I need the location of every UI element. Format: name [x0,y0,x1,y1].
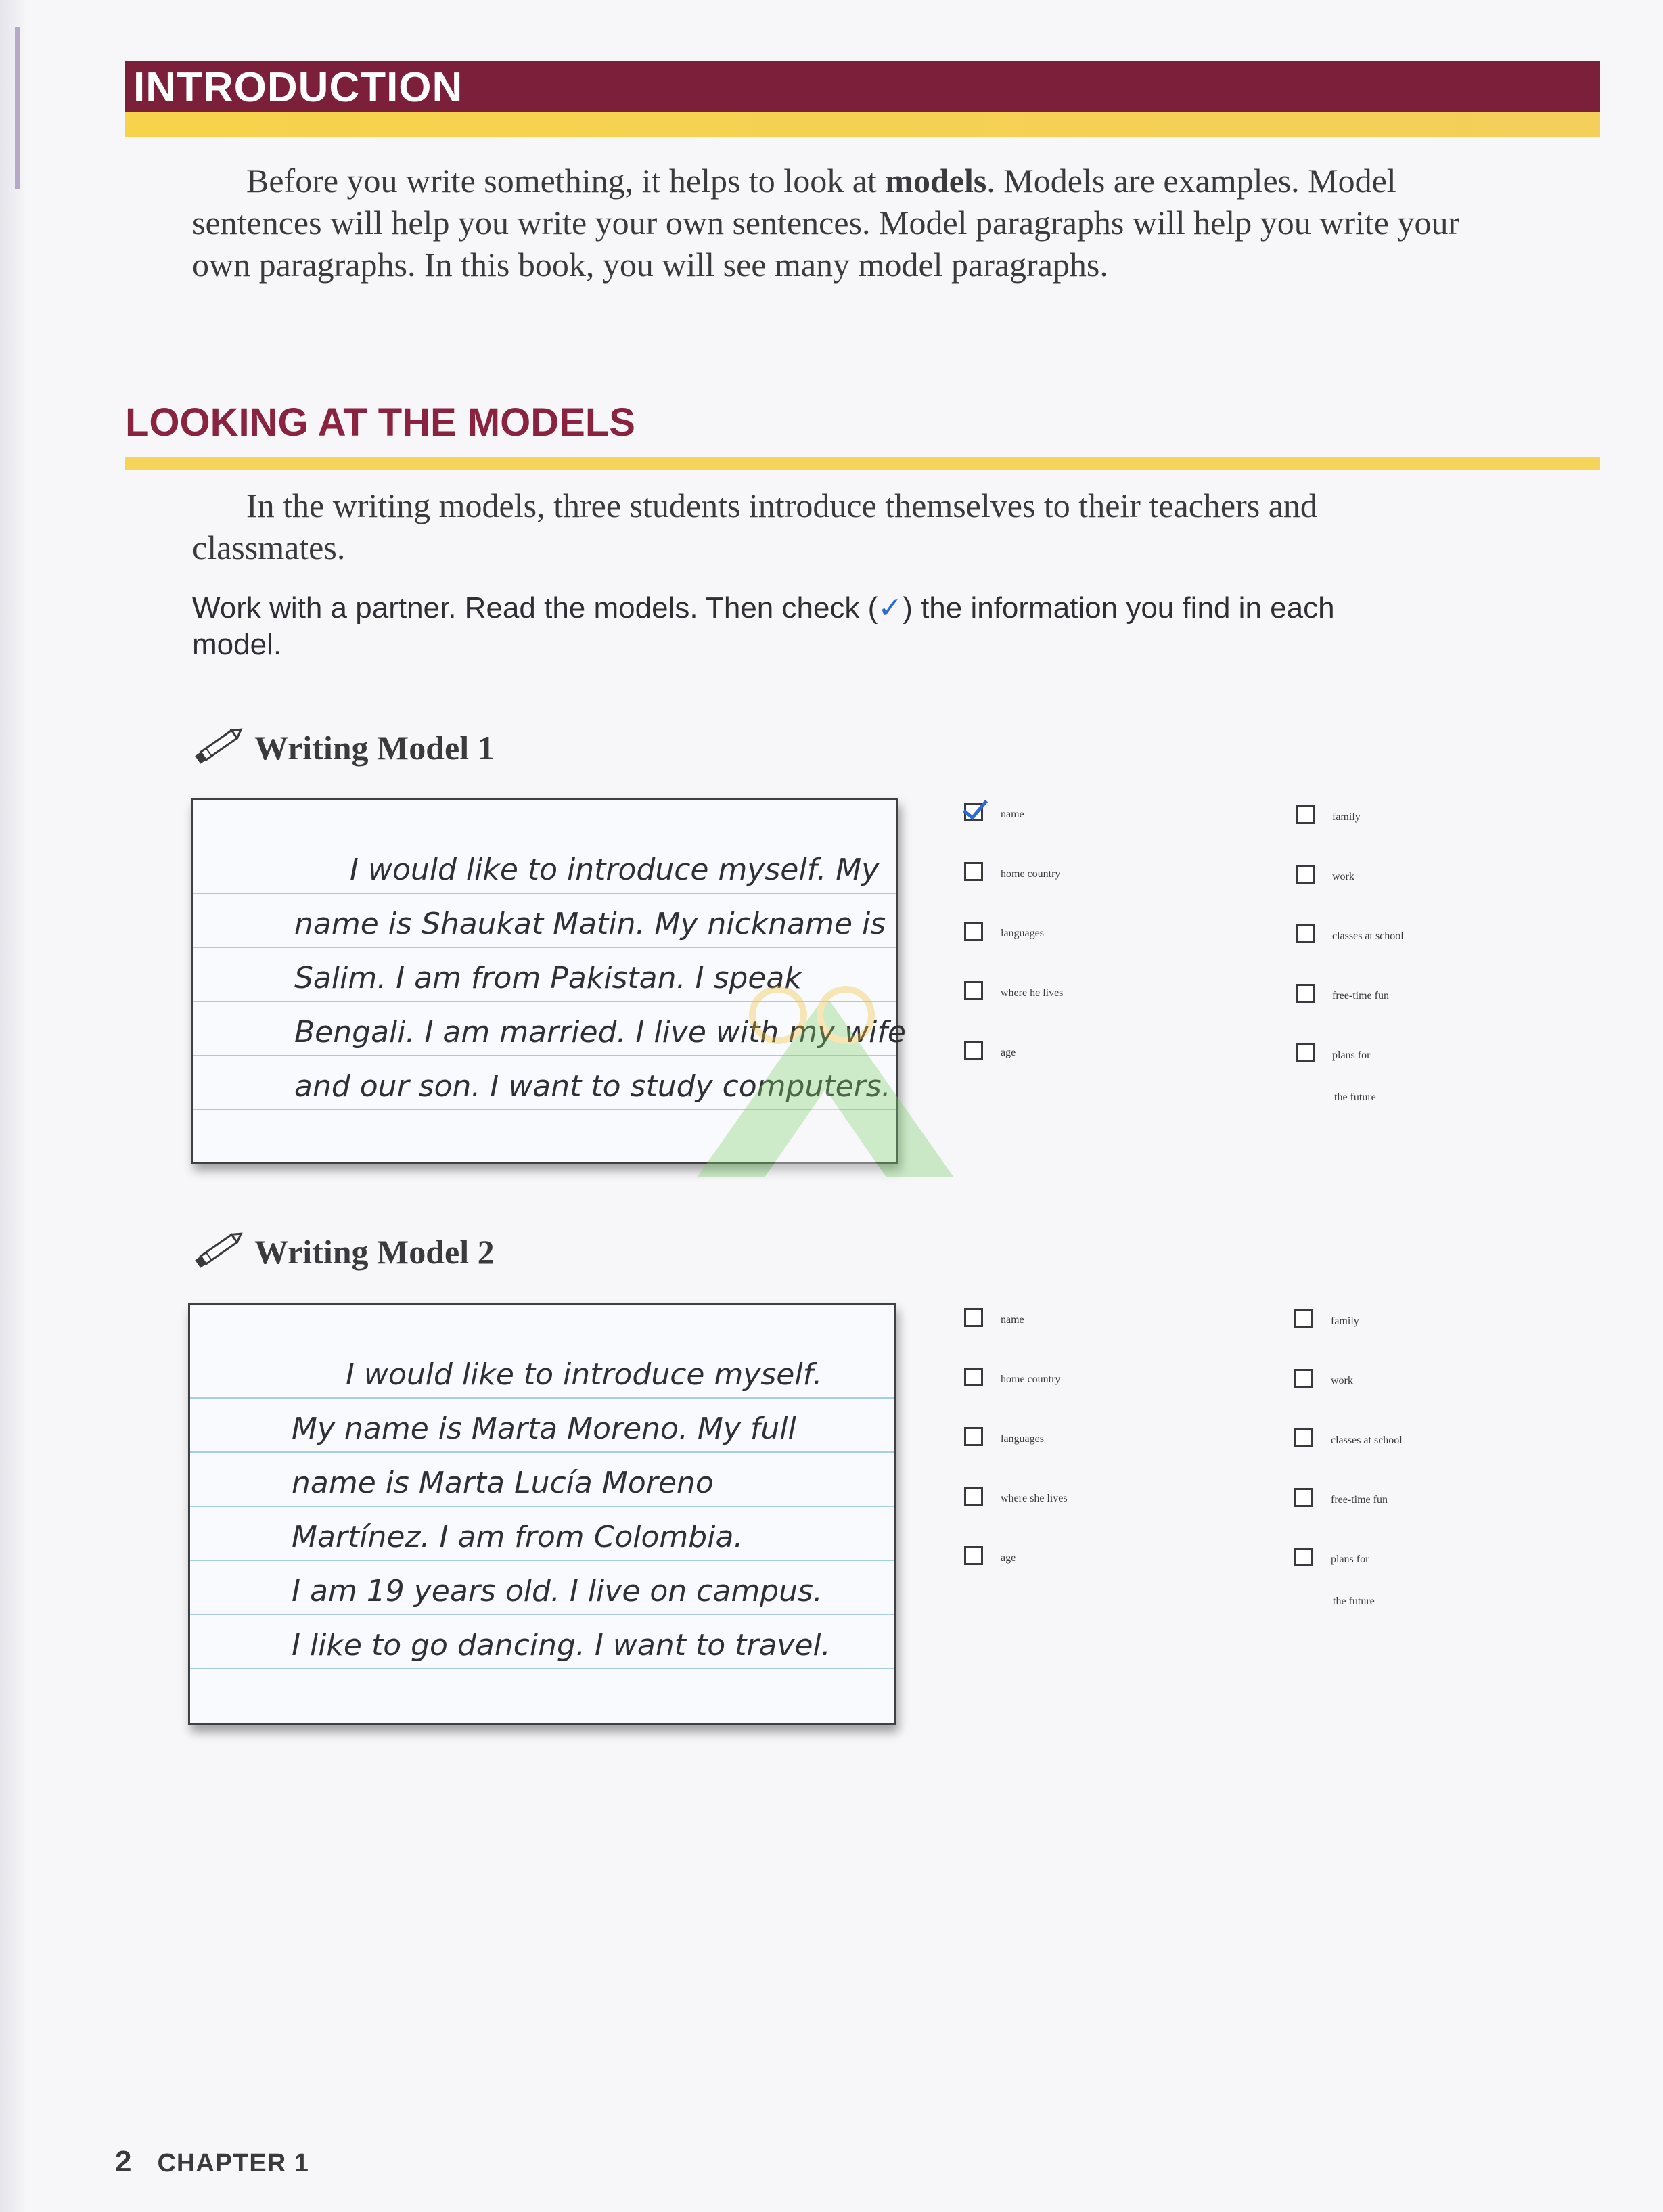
checkbox-item[interactable] [964,853,1060,895]
introduction-header [125,61,1600,137]
model-2-line [190,1561,894,1615]
writing-model-2-heading [192,1228,495,1276]
looking-paragraph [192,484,1444,568]
check-mark-icon: ✓ [878,591,903,625]
checkbox-item[interactable] [1294,1301,1359,1342]
checkbox-item[interactable] [964,794,1024,836]
checkbox-item[interactable] [964,1359,1060,1401]
model-2-line [190,1615,894,1669]
model-1-line-text: name is Shaukat Matin. My nickname is [294,907,886,941]
checkbox-item[interactable] [964,972,1063,1014]
page-footer [115,2142,309,2182]
writing-model-2-card [188,1303,896,1725]
checkbox-item[interactable] [1296,916,1404,957]
looking-text: In the writing models, three students introduce themselves to their teachers and classmates. [192,487,1317,566]
pencil-icon [192,725,246,778]
checkbox-item[interactable] [1296,975,1389,1017]
checkbox[interactable] [964,1368,983,1386]
checkbox[interactable] [1294,1309,1313,1328]
checkbox-item[interactable] [964,1032,1016,1074]
checkbox[interactable] [1296,924,1315,943]
model-2-line-text: name is Marta Lucía Moreno [292,1466,714,1500]
checkbox-item[interactable] [1296,796,1361,838]
checkbox[interactable] [1296,1043,1315,1062]
checkbox-label: where she lives [1001,1493,1068,1504]
checkbox[interactable] [964,1546,983,1565]
model-2-title: Writing Model 2 [254,1233,495,1271]
checkbox[interactable] [964,1427,983,1446]
intro-text-bold: models [885,162,987,200]
checkbox-label: age [1001,1047,1016,1058]
model-1-title: Writing Model 1 [254,729,495,767]
checkbox-label: plans for [1332,1049,1371,1061]
checkbox-label: family [1332,811,1361,823]
page-number: 2 [115,2145,132,2178]
model-1-line-text: I would like to introduce myself. My [350,853,880,887]
checkbox-label: free-time fun [1331,1494,1388,1506]
instruction-before: Work with a partner. Read the models. Then check ( [192,591,878,625]
checkbox-item[interactable] [1294,1479,1388,1521]
checkbox-label: work [1331,1375,1353,1386]
checkbox[interactable] [1294,1369,1313,1388]
intro-text-before: Before you write something, it helps to look at [246,162,886,200]
checkbox[interactable] [964,1308,983,1327]
checkbox-label: languages [1001,928,1044,939]
model-1-line-text: and our son. I want to study computers. [294,1069,891,1104]
checkbox-label: name [1001,809,1024,820]
checkbox[interactable] [964,1487,983,1506]
model-2-line [190,1507,894,1561]
checkbox-label: languages [1001,1433,1044,1445]
looking-rule [125,457,1600,470]
model-1-line [193,894,896,948]
checkbox[interactable] [1294,1488,1313,1507]
instruction-text [192,590,1410,663]
introduction-title: INTRODUCTION [133,64,463,111]
checkbox[interactable] [1294,1548,1313,1566]
instruction-after: ) the information you find in each model. [192,591,1335,661]
checkbox-label: home country [1001,868,1061,880]
checkbox-item[interactable] [964,1299,1024,1341]
writing-model-1-heading [192,724,495,771]
checkbox[interactable] [1294,1428,1313,1447]
model-2-line [190,1345,894,1399]
checkbox[interactable] [964,922,983,941]
model-2-line-text: I am 19 years old. I live on campus. [292,1574,823,1608]
checkbox-checked[interactable] [964,803,983,821]
header-gold-band [125,112,1600,137]
checkbox-label: family [1331,1315,1359,1327]
checkbox-item[interactable] [964,1478,1068,1520]
checkbox-label-continued: the future [1334,1091,1376,1103]
checkbox-item[interactable] [1294,1539,1375,1623]
model-2-line [190,1399,894,1453]
model-2-line-text: My name is Marta Moreno. My full [292,1412,796,1446]
edge-mark [15,27,20,189]
chapter-label: CHAPTER 1 [157,2149,309,2177]
checkbox-label: name [1001,1314,1024,1326]
checkbox-label: plans for [1331,1554,1369,1565]
checkbox-label-continued: the future [1333,1596,1375,1607]
checkbox[interactable] [1296,984,1315,1003]
checkbox[interactable] [964,862,983,881]
model-2-line [190,1453,894,1507]
page-left-edge [0,0,27,2212]
watermark-logo [683,974,967,1198]
checkbox[interactable] [1296,805,1315,824]
model-1-line-text: Bengali. I am married. I live with my wife [294,1015,906,1049]
checkbox-item[interactable] [1294,1420,1403,1462]
model-2-line-text: I like to go dancing. I want to travel. [292,1628,831,1663]
checkbox-item[interactable] [1294,1360,1353,1402]
intro-text-after: . Models are examples. Model sentences will help you write your own sentences. Model paragraphs will help you write your own paragraphs. In this book, you will see many model paragraphs. [192,162,1460,284]
checkbox-item[interactable] [964,1418,1044,1460]
model-2-line-text: I would like to introduce myself. [346,1357,823,1392]
checkbox-label: free-time fun [1332,990,1389,1001]
model-1-line [193,840,896,894]
introduction-paragraph [192,160,1478,286]
checkbox-label: classes at school [1332,930,1404,942]
pencil-icon [192,1229,246,1282]
checkbox-item[interactable] [964,1537,1016,1579]
looking-at-models-title: LOOKING AT THE MODELS [125,401,635,445]
checkbox-label: home country [1001,1374,1061,1385]
checkbox-item[interactable] [964,913,1044,955]
model-1-line-text: Salim. I am from Pakistan. I speak [294,961,802,995]
checkbox[interactable] [1296,865,1315,884]
checkbox-label: classes at school [1331,1435,1403,1446]
model-2-line-text: Martínez. I am from Colombia. [292,1520,744,1554]
checkbox-label: age [1001,1552,1016,1564]
checkbox-item[interactable] [1296,856,1354,898]
checkbox-item[interactable] [1296,1035,1376,1119]
checkbox-label: where he lives [1001,987,1064,999]
checkbox-label: work [1332,871,1354,882]
